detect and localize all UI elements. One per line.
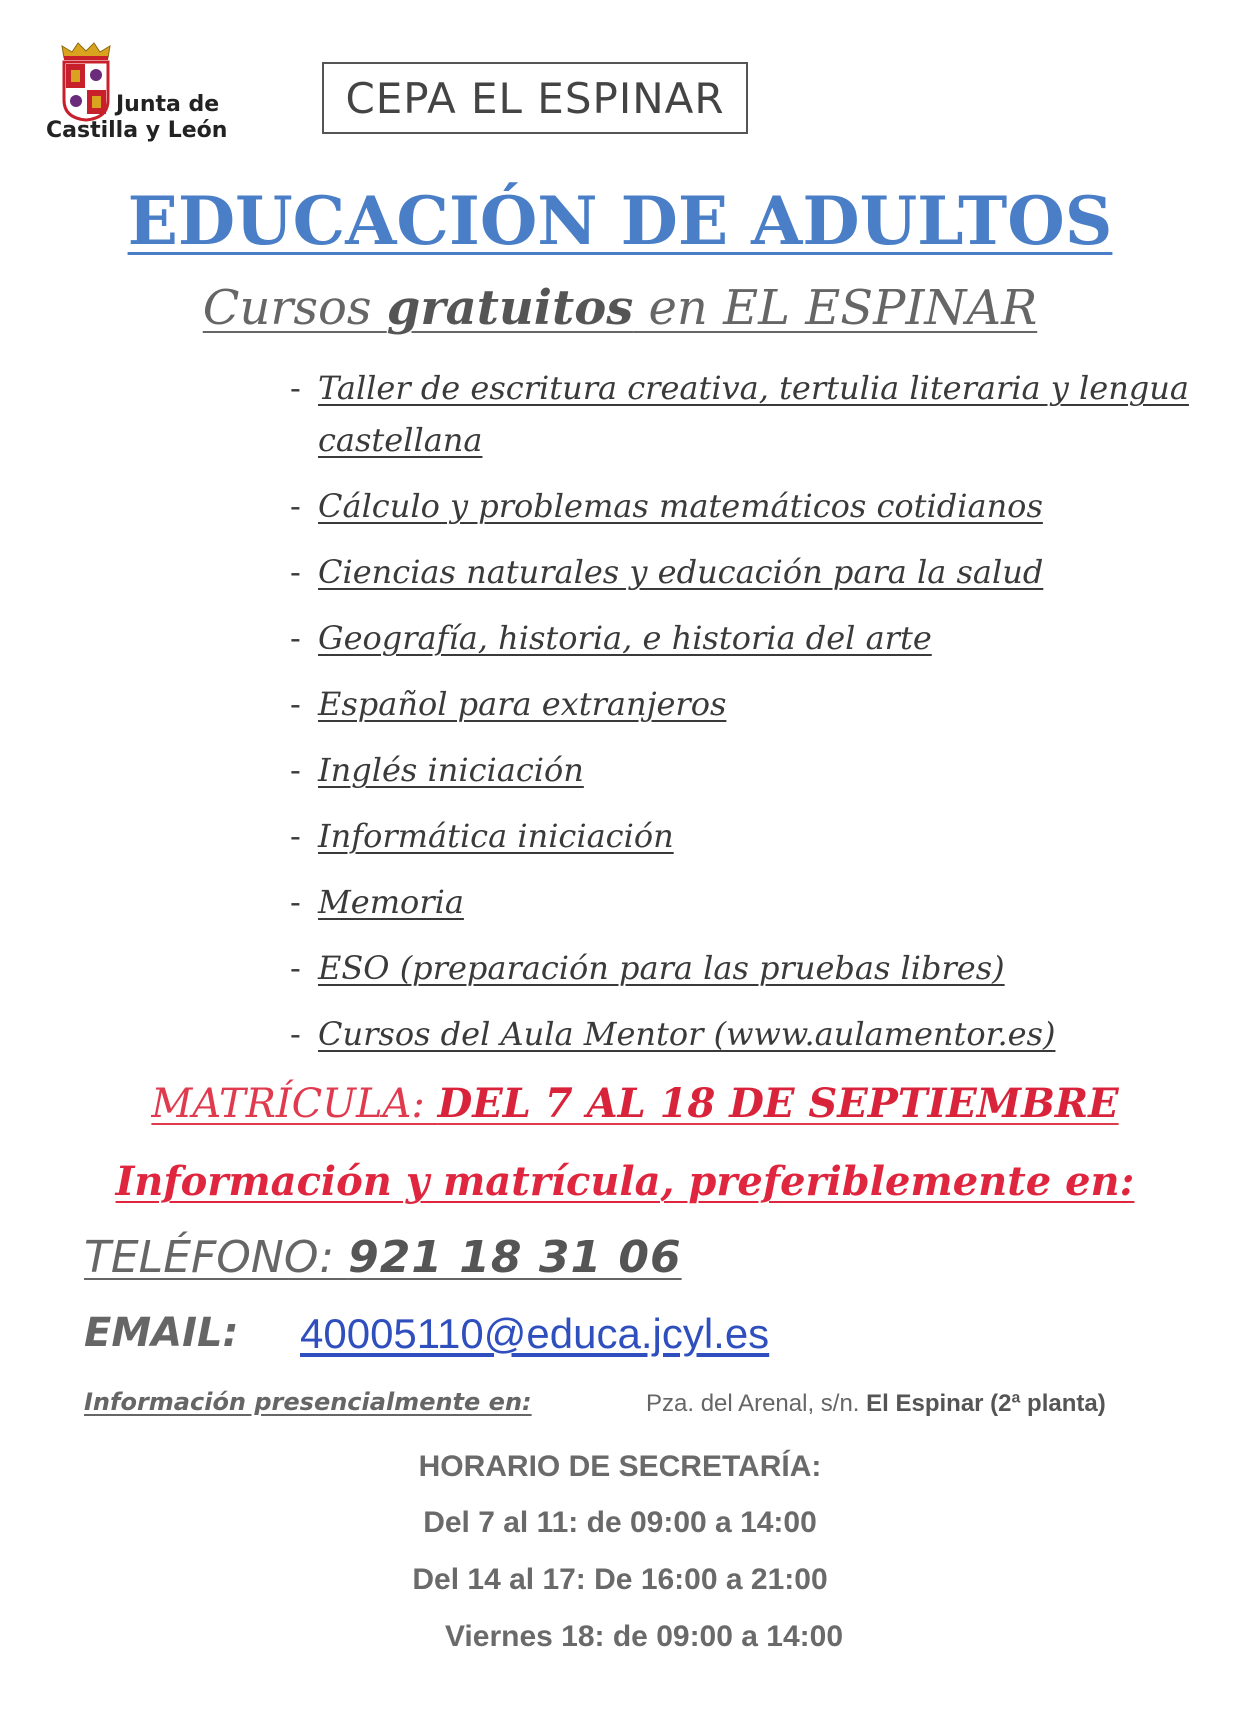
office-hours-title: HORARIO DE SECRETARÍA: bbox=[418, 1450, 822, 1483]
phone-line bbox=[84, 1232, 682, 1283]
email-label: EMAIL: bbox=[84, 1310, 239, 1356]
address-street: Pza. del Arenal, s/n. bbox=[646, 1390, 867, 1417]
office-hours-line: Viernes 18: de 09:00 a 14:00 bbox=[444, 1620, 844, 1653]
office-hours-line: Del 7 al 11: de 09:00 a 14:00 bbox=[423, 1506, 817, 1539]
course-label: Inglés iniciación bbox=[318, 751, 584, 789]
list-item: - Cursos del Aula Mentor (www.aulamentor.es) bbox=[290, 1015, 1056, 1053]
phone-number[interactable]: 921 18 31 06 bbox=[348, 1232, 682, 1283]
subtitle bbox=[0, 280, 1240, 336]
list-item: - Memoria bbox=[290, 883, 464, 921]
crown-icon bbox=[60, 40, 112, 60]
center-name-box: CEPA EL ESPINAR bbox=[322, 62, 748, 134]
course-label: Español para extranjeros bbox=[318, 685, 727, 723]
course-label: Memoria bbox=[318, 883, 464, 921]
enrollment-dates bbox=[0, 1080, 1240, 1127]
course-label: Cursos del Aula Mentor (www.aulamentor.es) bbox=[318, 1015, 1056, 1053]
list-item: - Ciencias naturales y educación para la salud bbox=[290, 553, 1044, 591]
email-link[interactable]: 40005110@educa.jcyl.es bbox=[300, 1310, 770, 1357]
course-label: Ciencias naturales y educación para la salud bbox=[318, 553, 1044, 591]
list-item: - Cálculo y problemas matemáticos cotidianos bbox=[290, 487, 1043, 525]
course-label: Taller de escritura creativa, tertulia literaria y lengua castellana bbox=[318, 369, 1189, 459]
subtitle-bold: gratuitos bbox=[386, 280, 634, 336]
course-list bbox=[290, 362, 1190, 1074]
course-label: Geografía, historia, e historia del arte bbox=[318, 619, 932, 657]
list-item: - Geografía, historia, e historia del arte bbox=[290, 619, 932, 657]
in-person-label: Información presencialmente en: bbox=[84, 1388, 532, 1416]
office-hours-line: Del 14 al 17: De 16:00 a 21:00 bbox=[412, 1563, 828, 1596]
list-item: - Informática iniciación bbox=[290, 817, 674, 855]
course-label: Cálculo y problemas matemáticos cotidianos bbox=[318, 487, 1043, 525]
enrollment-label: MATRÍCULA: bbox=[151, 1081, 438, 1127]
list-item: - Taller de escritura creativa, tertulia literaria y lengua castellana bbox=[290, 369, 1189, 459]
address bbox=[646, 1390, 1106, 1418]
address-location: El Espinar (2ª planta) bbox=[866, 1390, 1106, 1417]
logo-line-1: Junta de bbox=[116, 92, 220, 117]
junta-logo bbox=[46, 40, 236, 150]
info-heading: Información y matrícula, preferiblemente en: bbox=[115, 1158, 1135, 1205]
list-item: - Español para extranjeros bbox=[290, 685, 727, 723]
subtitle-part-1: Cursos bbox=[202, 280, 387, 336]
list-item: - Inglés iniciación bbox=[290, 751, 584, 789]
logo-line-2: Castilla y León bbox=[46, 118, 228, 143]
list-item: - ESO (preparación para las pruebas libres) bbox=[290, 949, 1005, 987]
main-title: EDUCACIÓN DE ADULTOS bbox=[127, 182, 1113, 260]
enrollment-period: DEL 7 AL 18 DE SEPTIEMBRE bbox=[437, 1080, 1119, 1127]
course-label: Informática iniciación bbox=[318, 817, 674, 855]
logo-text bbox=[46, 92, 236, 144]
subtitle-part-2: en EL ESPINAR bbox=[633, 280, 1038, 336]
phone-label: TELÉFONO: bbox=[84, 1232, 349, 1283]
course-label: ESO (preparación para las pruebas libres) bbox=[318, 949, 1005, 987]
